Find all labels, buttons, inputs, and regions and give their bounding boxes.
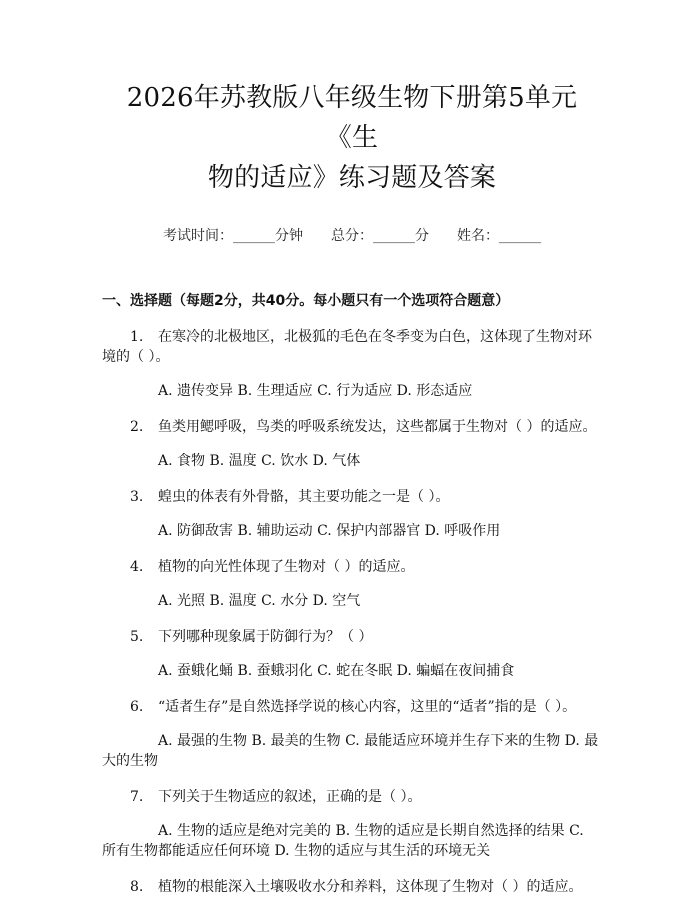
- question-number: 7.: [130, 789, 144, 805]
- question-number: 8.: [130, 879, 144, 895]
- question-number: 3.: [130, 489, 144, 505]
- exam-meta: [102, 226, 602, 246]
- question-number: 5.: [130, 629, 144, 645]
- question-number: 4.: [130, 559, 144, 575]
- exam-time-field: 考试时间：______分钟: [163, 228, 303, 244]
- title-line-2: 物的适应》练习题及答案: [207, 163, 497, 193]
- question-4: [102, 557, 602, 577]
- title-line-1: 2026年苏教版八年级生物下册第5单元《生: [126, 83, 578, 153]
- question-6: [102, 697, 602, 717]
- question-text: 植物的向光性体现了生物对（ ）的适应。: [158, 559, 415, 575]
- question-text: 蝗虫的体表有外骨骼，其主要功能之一是（ ）。: [158, 489, 450, 505]
- question-number: 2.: [130, 419, 144, 435]
- question-4-options: A. 光照 B. 温度 C. 水分 D. 空气: [158, 593, 361, 609]
- question-8: [102, 877, 602, 897]
- total-score-field: 总分：______分: [331, 228, 429, 244]
- question-3: [102, 487, 602, 507]
- question-text: 下列关于生物适应的叙述，正确的是（ ）。: [158, 789, 422, 805]
- question-1-options: A. 遗传变异 B. 生理适应 C. 行为适应 D. 形态适应: [158, 383, 473, 399]
- question-2-options: A. 食物 B. 温度 C. 饮水 D. 气体: [158, 453, 361, 469]
- question-5: [102, 627, 602, 647]
- question-6-options: A. 最强的生物 B. 最美的生物 C. 最能适应环境并生存下来的生物 D. 最大的生物: [102, 733, 599, 769]
- student-name-field: 姓名：______: [457, 228, 541, 244]
- question-text: 鱼类用鳃呼吸，鸟类的呼吸系统发达，这些都属于生物对（ ）的适应。: [158, 419, 597, 435]
- section-heading: 一、选择题（每题2分，共40分。每小题只有一个选项符合题意）: [102, 293, 510, 309]
- question-3-options: A. 防御敌害 B. 辅助运动 C. 保护内部器官 D. 呼吸作用: [158, 523, 501, 539]
- question-text: 植物的根能深入土壤吸收水分和养料，这体现了生物对（ ）的适应。: [158, 879, 583, 895]
- document-title: [102, 78, 602, 198]
- question-7-options: A. 生物的适应是绝对完美的 B. 生物的适应是长期自然选择的结果 C. 所有生物都能适应任何环境 D. 生物的适应与其生活的环境无关: [102, 823, 584, 859]
- question-2: [102, 417, 602, 437]
- question-number: 1.: [130, 329, 144, 345]
- question-1: [102, 327, 602, 367]
- question-number: 6.: [130, 699, 144, 715]
- question-text: 在寒冷的北极地区，北极狐的毛色在冬季变为白色，这体现了生物对环境的（ ）。: [102, 329, 592, 365]
- question-5-options: A. 蚕蛾化蛹 B. 蚕蛾羽化 C. 蛇在冬眠 D. 蝙蝠在夜间捕食: [158, 663, 515, 679]
- question-7: [102, 787, 602, 807]
- question-text: 下列哪种现象属于防御行为？（ ）: [158, 629, 373, 645]
- question-text: “适者生存”是自然选择学说的核心内容，这里的“适者”指的是（ ）。: [158, 699, 577, 715]
